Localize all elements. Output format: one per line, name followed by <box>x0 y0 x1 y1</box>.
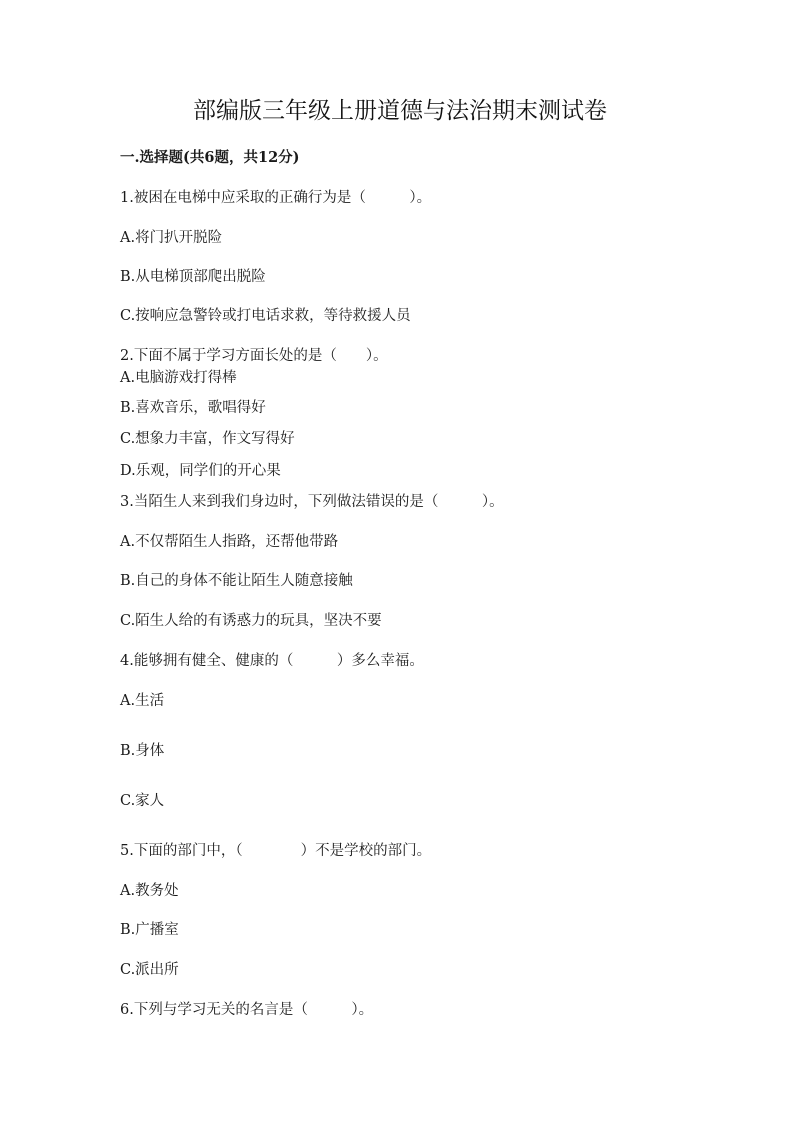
question-1-option-c: C.按响应急警铃或打电话求救，等待救援人员 <box>120 308 411 324</box>
question-1-stem: 1.被困在电梯中应采取的正确行为是（ ）。 <box>120 190 432 206</box>
question-4-option-c: C.家人 <box>120 793 165 809</box>
question-4-option-b: B.身体 <box>120 743 165 759</box>
question-1-option-a: A.将门扒开脱险 <box>120 230 223 246</box>
question-5-option-b: B.广播室 <box>120 922 179 938</box>
question-6-stem: 6.下列与学习无关的名言是（ ）。 <box>120 1002 374 1018</box>
question-2-option-b: B.喜欢音乐，歌唱得好 <box>120 400 266 416</box>
question-4-option-a: A.生活 <box>120 693 165 709</box>
question-3-option-a: A.不仅帮陌生人指路，还帮他带路 <box>120 534 339 550</box>
question-1-option-b: B.从电梯顶部爬出脱险 <box>120 269 266 285</box>
question-4-stem: 4.能够拥有健全、健康的（ ）多么幸福。 <box>120 653 424 669</box>
question-2-stem: 2.下面不属于学习方面长处的是（ ）。 <box>120 348 388 364</box>
question-3-stem: 3.当陌生人来到我们身边时，下列做法错误的是（ ）。 <box>120 494 504 510</box>
question-3-option-c: C.陌生人给的有诱惑力的玩具，坚决不要 <box>120 613 382 629</box>
question-5-option-a: A.教务处 <box>120 883 179 899</box>
question-5-stem: 5.下面的部门中，（ ）不是学校的部门。 <box>120 843 432 859</box>
question-2-option-c: C.想象力丰富，作文写得好 <box>120 431 295 447</box>
question-5-option-c: C.派出所 <box>120 962 179 978</box>
section-heading: 一.选择题(共6题，共12分) <box>120 149 300 166</box>
question-2-option-a: A.电脑游戏打得棒 <box>120 370 237 386</box>
question-2-option-d: D.乐观，同学们的开心果 <box>120 463 281 479</box>
page-title: 部编版三年级上册道德与法治期末测试卷 <box>193 98 607 124</box>
question-3-option-b: B.自己的身体不能让陌生人随意接触 <box>120 573 353 589</box>
